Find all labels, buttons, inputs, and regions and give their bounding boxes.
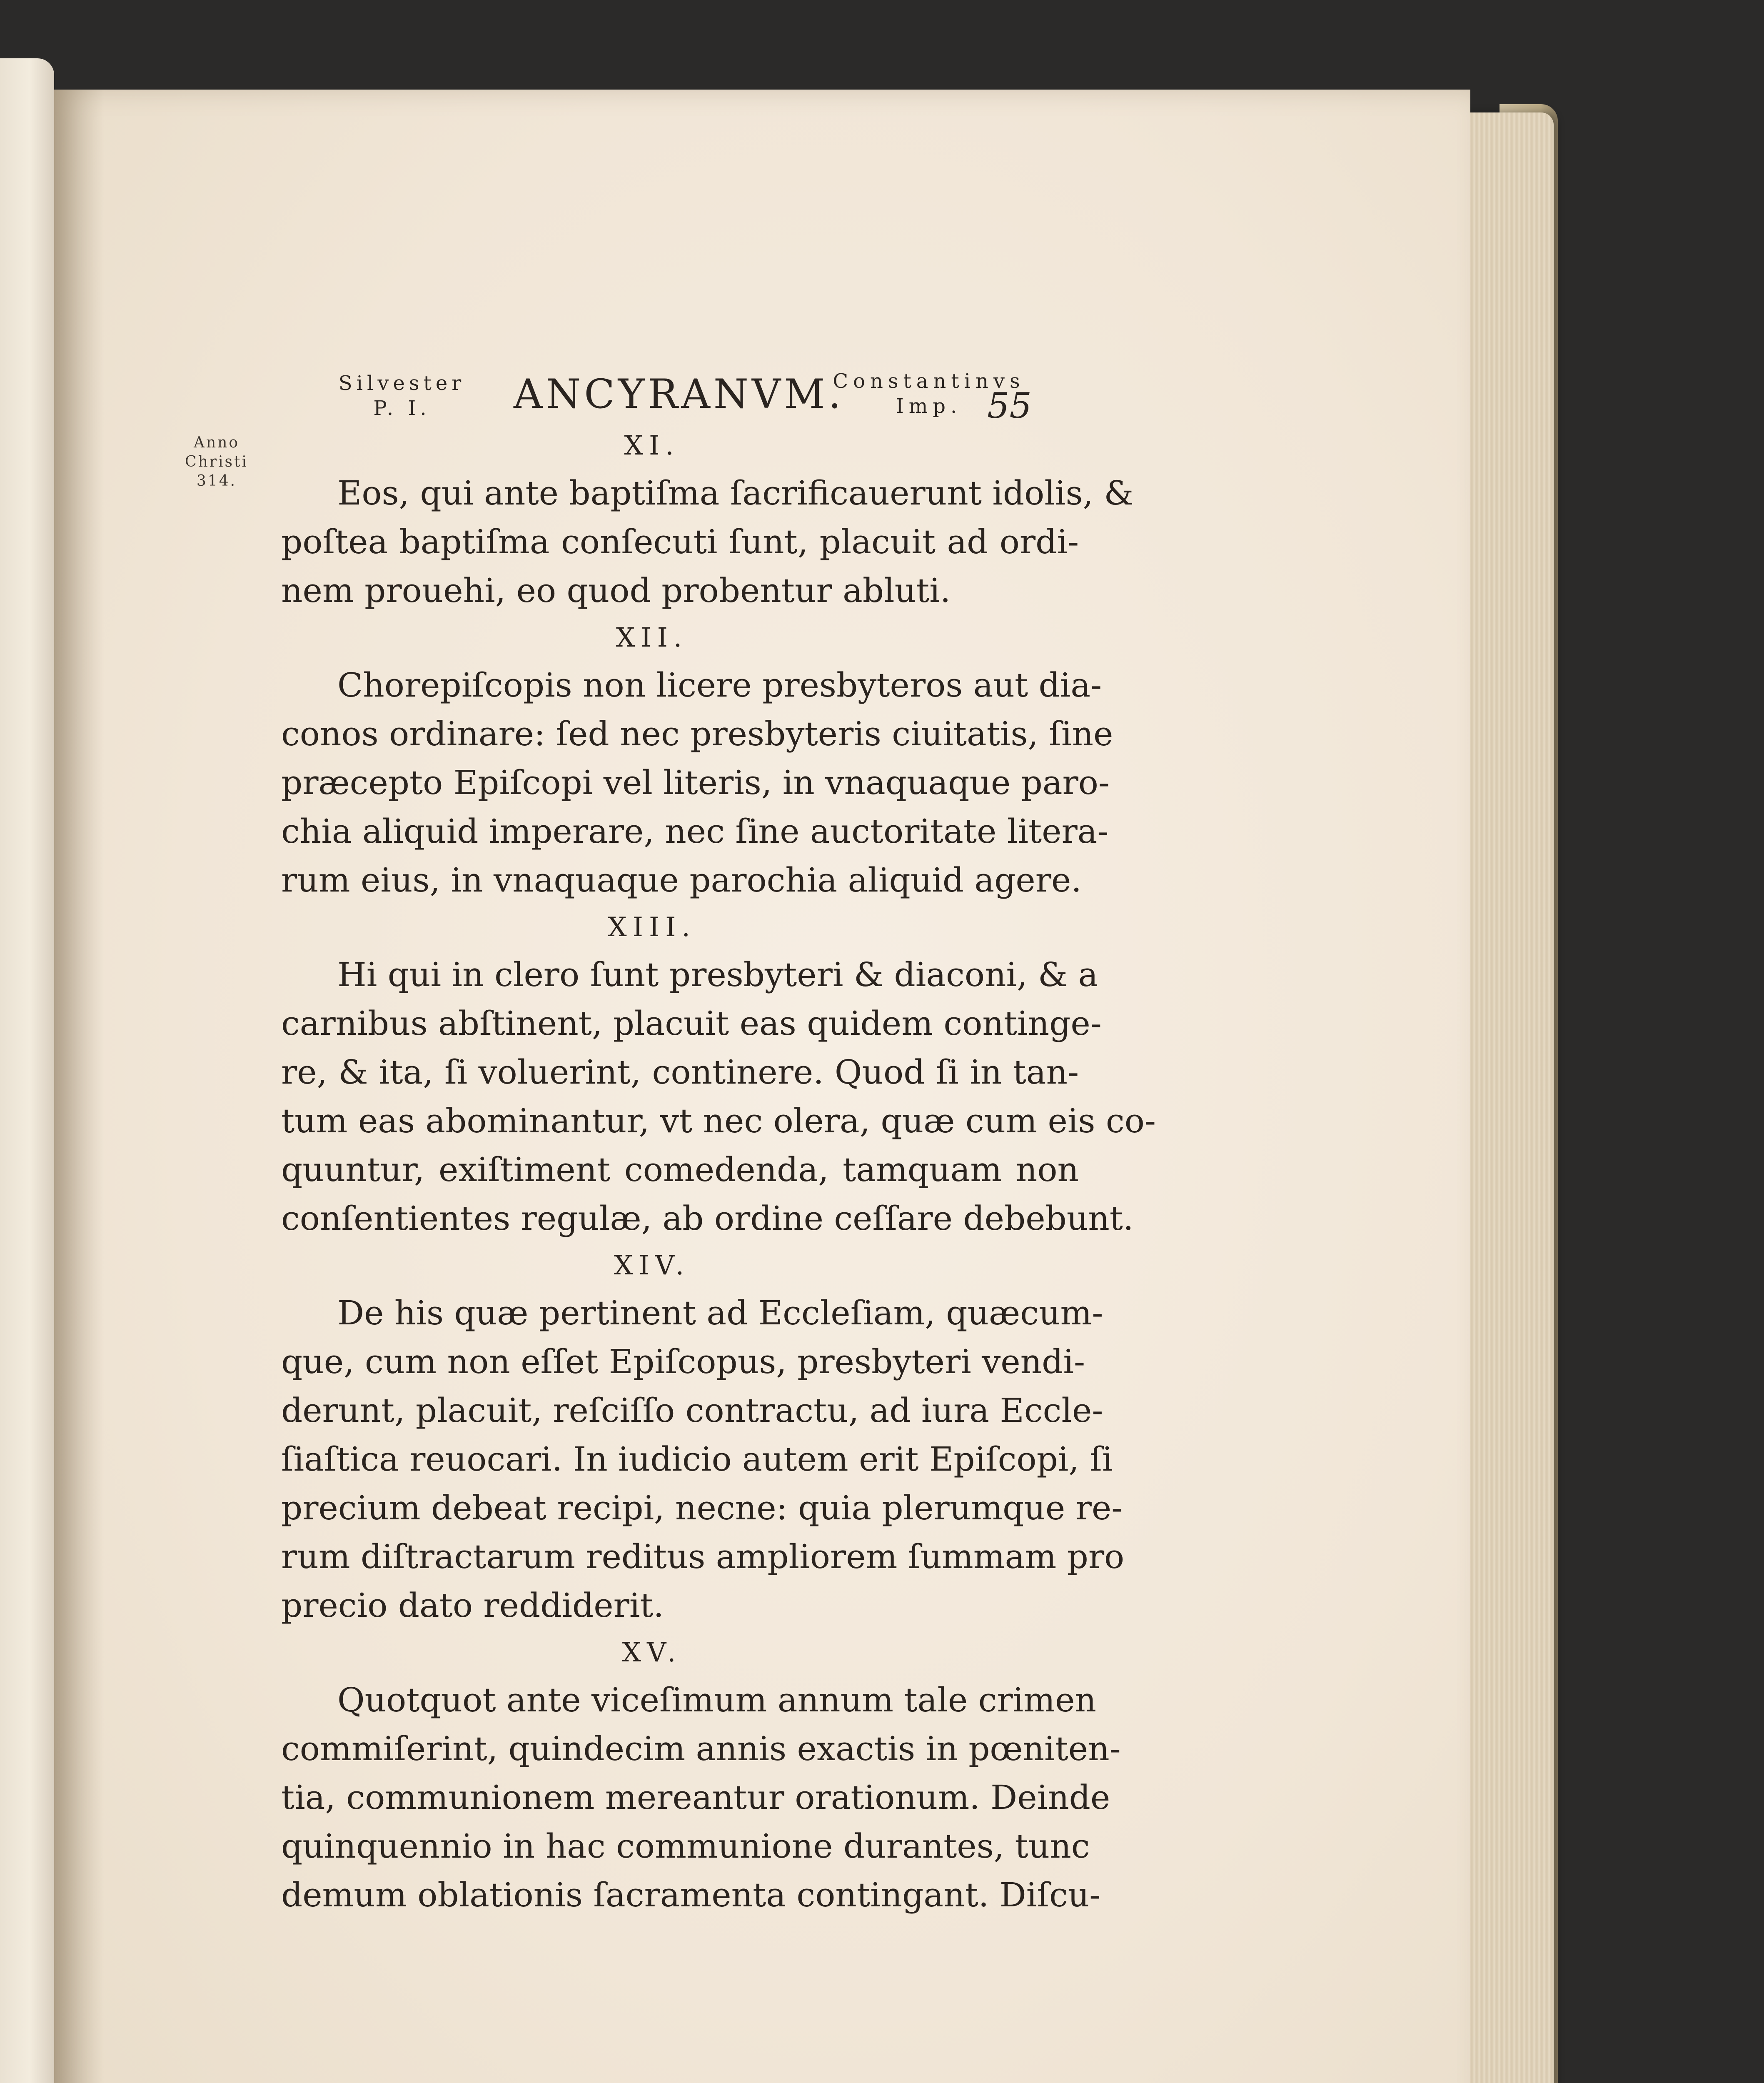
text-line: Hi qui in clero ſunt presbyteri & diaconi, & a [337, 955, 1098, 994]
text-line: Chorepiſcopis non licere presbyteros aut dia- [337, 666, 1102, 704]
section-body [225, 950, 1156, 1243]
text-line: quinquennio in hac communione durantes, tunc [281, 1827, 1090, 1866]
text-line: tum eas abominantur, vt nec olera, quæ cum eis co- [281, 1101, 1156, 1140]
text-line: nem prouehi, eo quod probentur abluti. [281, 571, 951, 610]
text-line: derunt, placuit, reſciſſo contractu, ad iura Eccle- [281, 1391, 1103, 1430]
text-line: ſiaſtica reuocari. In iudicio autem erit Epiſcopi, ſi [281, 1440, 1113, 1479]
text-line: poſtea baptiſma conſecuti ſunt, placuit ad ordi- [281, 522, 1079, 561]
section-number: XIII. [608, 912, 696, 943]
text-line: que, cum non eſſet Epiſcopus, presbyteri vendi- [281, 1342, 1085, 1381]
header-emperor-title: Imp. [896, 395, 962, 418]
section-body [225, 1676, 1121, 1919]
section-body [225, 1289, 1125, 1630]
margin-note-line: 314. [196, 472, 237, 490]
page-number: 55 [987, 385, 1032, 426]
text-line: Eos, qui ante baptiſma ſacrificauerunt idolis, & [337, 474, 1134, 512]
header-emperor-name: Constantinvs [833, 370, 1025, 393]
text-line: precio dato reddiderit. [281, 1586, 664, 1625]
margin-note-line: Christi [185, 453, 248, 470]
text-line: precium debeat recipi, necne: quia plerumque re- [281, 1489, 1123, 1527]
gutter-shadow [54, 90, 104, 2083]
text-line: demum oblationis ſacramenta contingant. Diſcu- [281, 1876, 1101, 1914]
header-pope-name: Silvester [338, 372, 466, 395]
section-body [225, 469, 1134, 615]
header-emperor [762, 369, 1095, 419]
section-number: XIV. [614, 1250, 690, 1281]
running-header [54, 281, 1470, 426]
text-line: De his quæ pertinent ad Eccleſiam, quæcum- [337, 1294, 1103, 1332]
text-line: quuntur, exiſtiment comedenda, tamquam non [281, 1150, 1079, 1189]
section-body [225, 661, 1113, 904]
text-line: Quotquot ante viceſimum annum tale crimen [337, 1681, 1096, 1719]
text-line: commiſerint, quindecim annis exactis in pœniten- [281, 1729, 1121, 1768]
text-line: præcepto Epiſcopi vel literis, in vnaquaque paro- [281, 763, 1110, 802]
canon-text [225, 423, 1156, 1919]
margin-note-line: Anno [193, 434, 240, 451]
text-line: re, & ita, ſi voluerint, continere. Quod ſi in tan- [281, 1053, 1079, 1091]
text-line: tia, communionem mereantur orationum. Deinde [281, 1778, 1110, 1817]
text-line: rum eius, in vnaquaque parochia aliquid agere. [281, 861, 1082, 899]
book-page [54, 90, 1470, 2083]
text-line: chia aliquid imperare, nec ſine auctoritate litera- [281, 812, 1109, 851]
section-number: XII. [616, 622, 688, 653]
section-number: XV. [622, 1637, 682, 1668]
text-line: conſentientes regulæ, ab ordine ceſſare debebunt. [281, 1199, 1134, 1238]
left-page-edge [0, 58, 54, 2083]
header-pope-number: P. I. [373, 397, 431, 420]
section-number: XI. [624, 430, 680, 461]
text-line: rum diſtractarum reditus ampliorem ſummam pro [281, 1537, 1125, 1576]
header-title: ANCYRANVM. [514, 371, 844, 417]
text-line: carnibus abſtinent, placuit eas quidem continge- [281, 1004, 1102, 1043]
text-line: conos ordinare: ſed nec presbyteris ciuitatis, ſine [281, 714, 1113, 753]
